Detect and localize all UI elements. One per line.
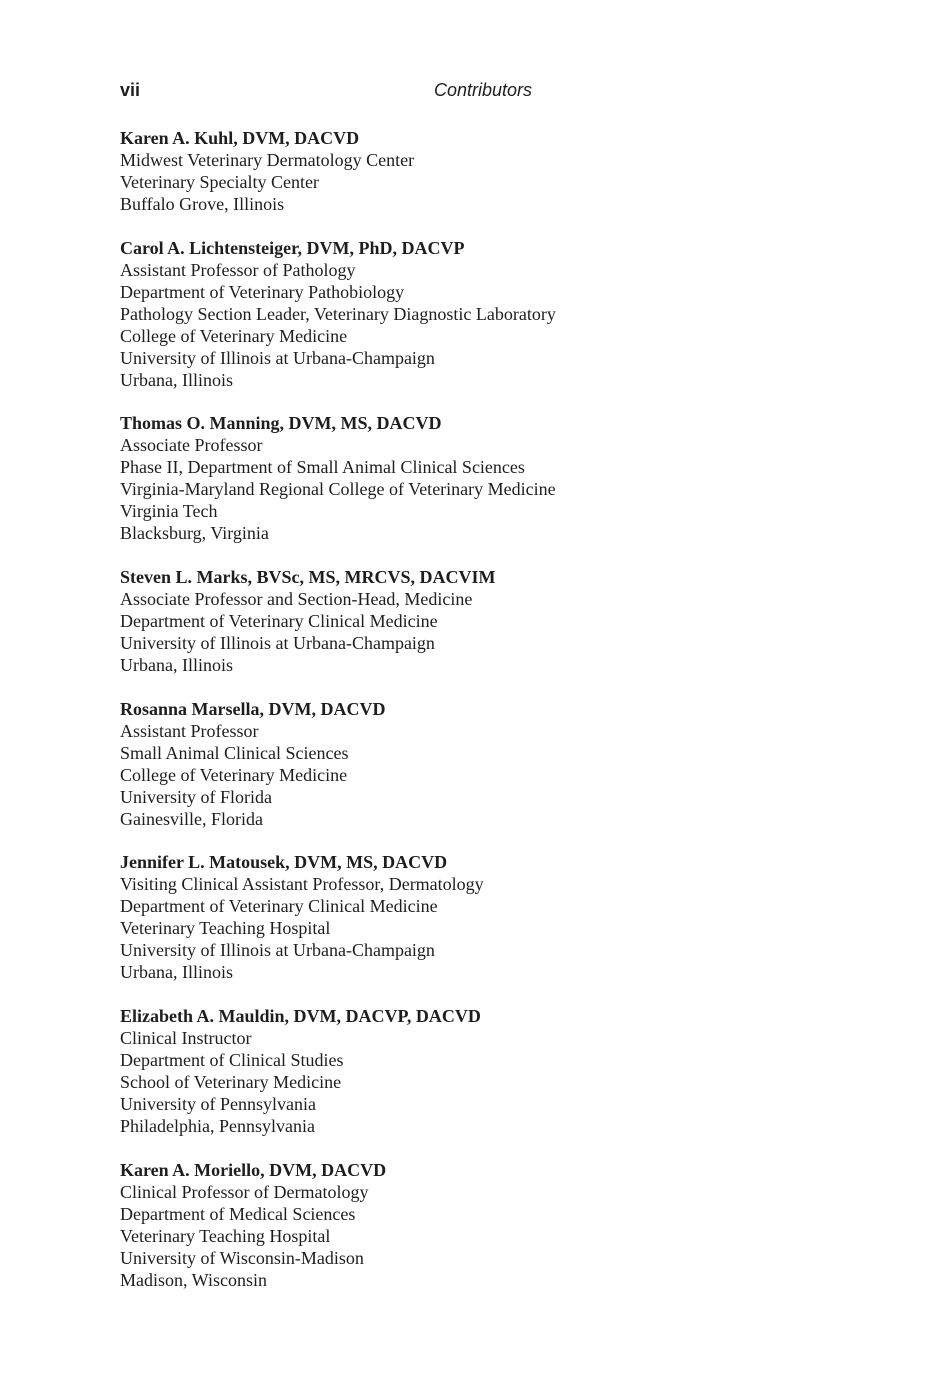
contributor-affiliation-line: University of Illinois at Urbana-Champaign (120, 633, 435, 654)
contributor-name: Karen A. Moriello, DVM, DACVD (120, 1159, 387, 1180)
contributor-affiliation-line: Department of Medical Sciences (120, 1203, 356, 1224)
contributor-affiliation-line: Madison, Wisconsin (120, 1269, 267, 1290)
contributor-affiliation-line: College of Veterinary Medicine (120, 764, 348, 785)
contributor-affiliation-line: University of Florida (120, 786, 272, 807)
contributor-affiliation-line: University of Illinois at Urbana-Champaign (120, 347, 435, 368)
contributor-entry (120, 1159, 860, 1291)
contributor-affiliation-line: Veterinary Teaching Hospital (120, 918, 331, 939)
contributor-name: Carol A. Lichtensteiger, DVM, PhD, DACVP (120, 237, 465, 258)
page-number: vii (120, 80, 141, 100)
contributor-affiliation-line: Urbana, Illinois (120, 655, 233, 676)
contributor-name: Elizabeth A. Mauldin, DVM, DACVP, DACVD (120, 1006, 481, 1027)
contributor-name: Rosanna Marsella, DVM, DACVD (120, 698, 386, 719)
page-header (120, 78, 820, 106)
contributor-entry (120, 1005, 860, 1137)
contributor-affiliation-line: Assistant Professor of Pathology (120, 259, 356, 280)
contributor-entry (120, 237, 860, 391)
contributor-entry (120, 698, 860, 830)
contributor-affiliation-line: University of Illinois at Urbana-Champaign (120, 940, 435, 961)
contributor-affiliation-line: School of Veterinary Medicine (120, 1072, 342, 1093)
contributor-entry (120, 851, 860, 983)
running-head: Contributors (434, 80, 533, 100)
contributor-affiliation-line: Visiting Clinical Assistant Professor, Dermatology (120, 874, 484, 895)
contributor-affiliation-line: Department of Veterinary Clinical Medicine (120, 611, 438, 632)
contributor-affiliation-line: University of Pennsylvania (120, 1094, 316, 1115)
contributor-affiliation-line: Buffalo Grove, Illinois (120, 194, 285, 214)
contributor-affiliation-line: Urbana, Illinois (120, 962, 233, 983)
contributor-affiliation-line: Clinical Professor of Dermatology (120, 1181, 369, 1202)
contributor-affiliation-line: Associate Professor and Section-Head, Medicine (120, 589, 473, 610)
contributor-entry (120, 566, 860, 676)
contributor-affiliation-line: Gainesville, Florida (120, 808, 263, 829)
contributors-list (120, 127, 860, 1313)
contributor-affiliation-line: Virginia-Maryland Regional College of Veterinary Medicine (120, 479, 556, 500)
contributor-affiliation-line: Veterinary Specialty Center (120, 172, 319, 192)
contributor-affiliation-line: Associate Professor (120, 435, 263, 456)
contributor-affiliation-line: Virginia Tech (120, 501, 218, 522)
contributor-affiliation-line: University of Wisconsin-Madison (120, 1247, 364, 1268)
contributor-entry (120, 412, 860, 544)
contributor-affiliation-line: Blacksburg, Virginia (120, 523, 269, 544)
contributor-name: Steven L. Marks, BVSc, MS, MRCVS, DACVIM (120, 567, 496, 588)
contributor-name: Jennifer L. Matousek, DVM, MS, DACVD (120, 852, 448, 873)
contributor-affiliation-line: Philadelphia, Pennsylvania (120, 1116, 315, 1137)
contributor-affiliation-line: Phase II, Department of Small Animal Clinical Sciences (120, 457, 525, 478)
contributor-affiliation-line: Department of Veterinary Clinical Medicine (120, 896, 438, 917)
contributor-affiliation-line: Veterinary Teaching Hospital (120, 1225, 331, 1246)
contributor-affiliation-line: Pathology Section Leader, Veterinary Diagnostic Laboratory (120, 303, 556, 324)
contributor-entry (120, 127, 860, 215)
contributor-affiliation-line: Clinical Instructor (120, 1028, 252, 1049)
contributor-affiliation-line: Assistant Professor (120, 720, 259, 741)
contributor-affiliation-line: Department of Veterinary Pathobiology (120, 281, 405, 302)
contributor-name: Thomas O. Manning, DVM, MS, DACVD (120, 413, 442, 434)
contributor-affiliation-line: Department of Clinical Studies (120, 1050, 344, 1071)
contributor-affiliation-line: Midwest Veterinary Dermatology Center (120, 150, 415, 170)
contributor-affiliation-line: Small Animal Clinical Sciences (120, 742, 349, 763)
contributor-affiliation-line: College of Veterinary Medicine (120, 325, 348, 346)
contributor-name: Karen A. Kuhl, DVM, DACVD (120, 128, 360, 148)
contributor-affiliation-line: Urbana, Illinois (120, 369, 233, 390)
